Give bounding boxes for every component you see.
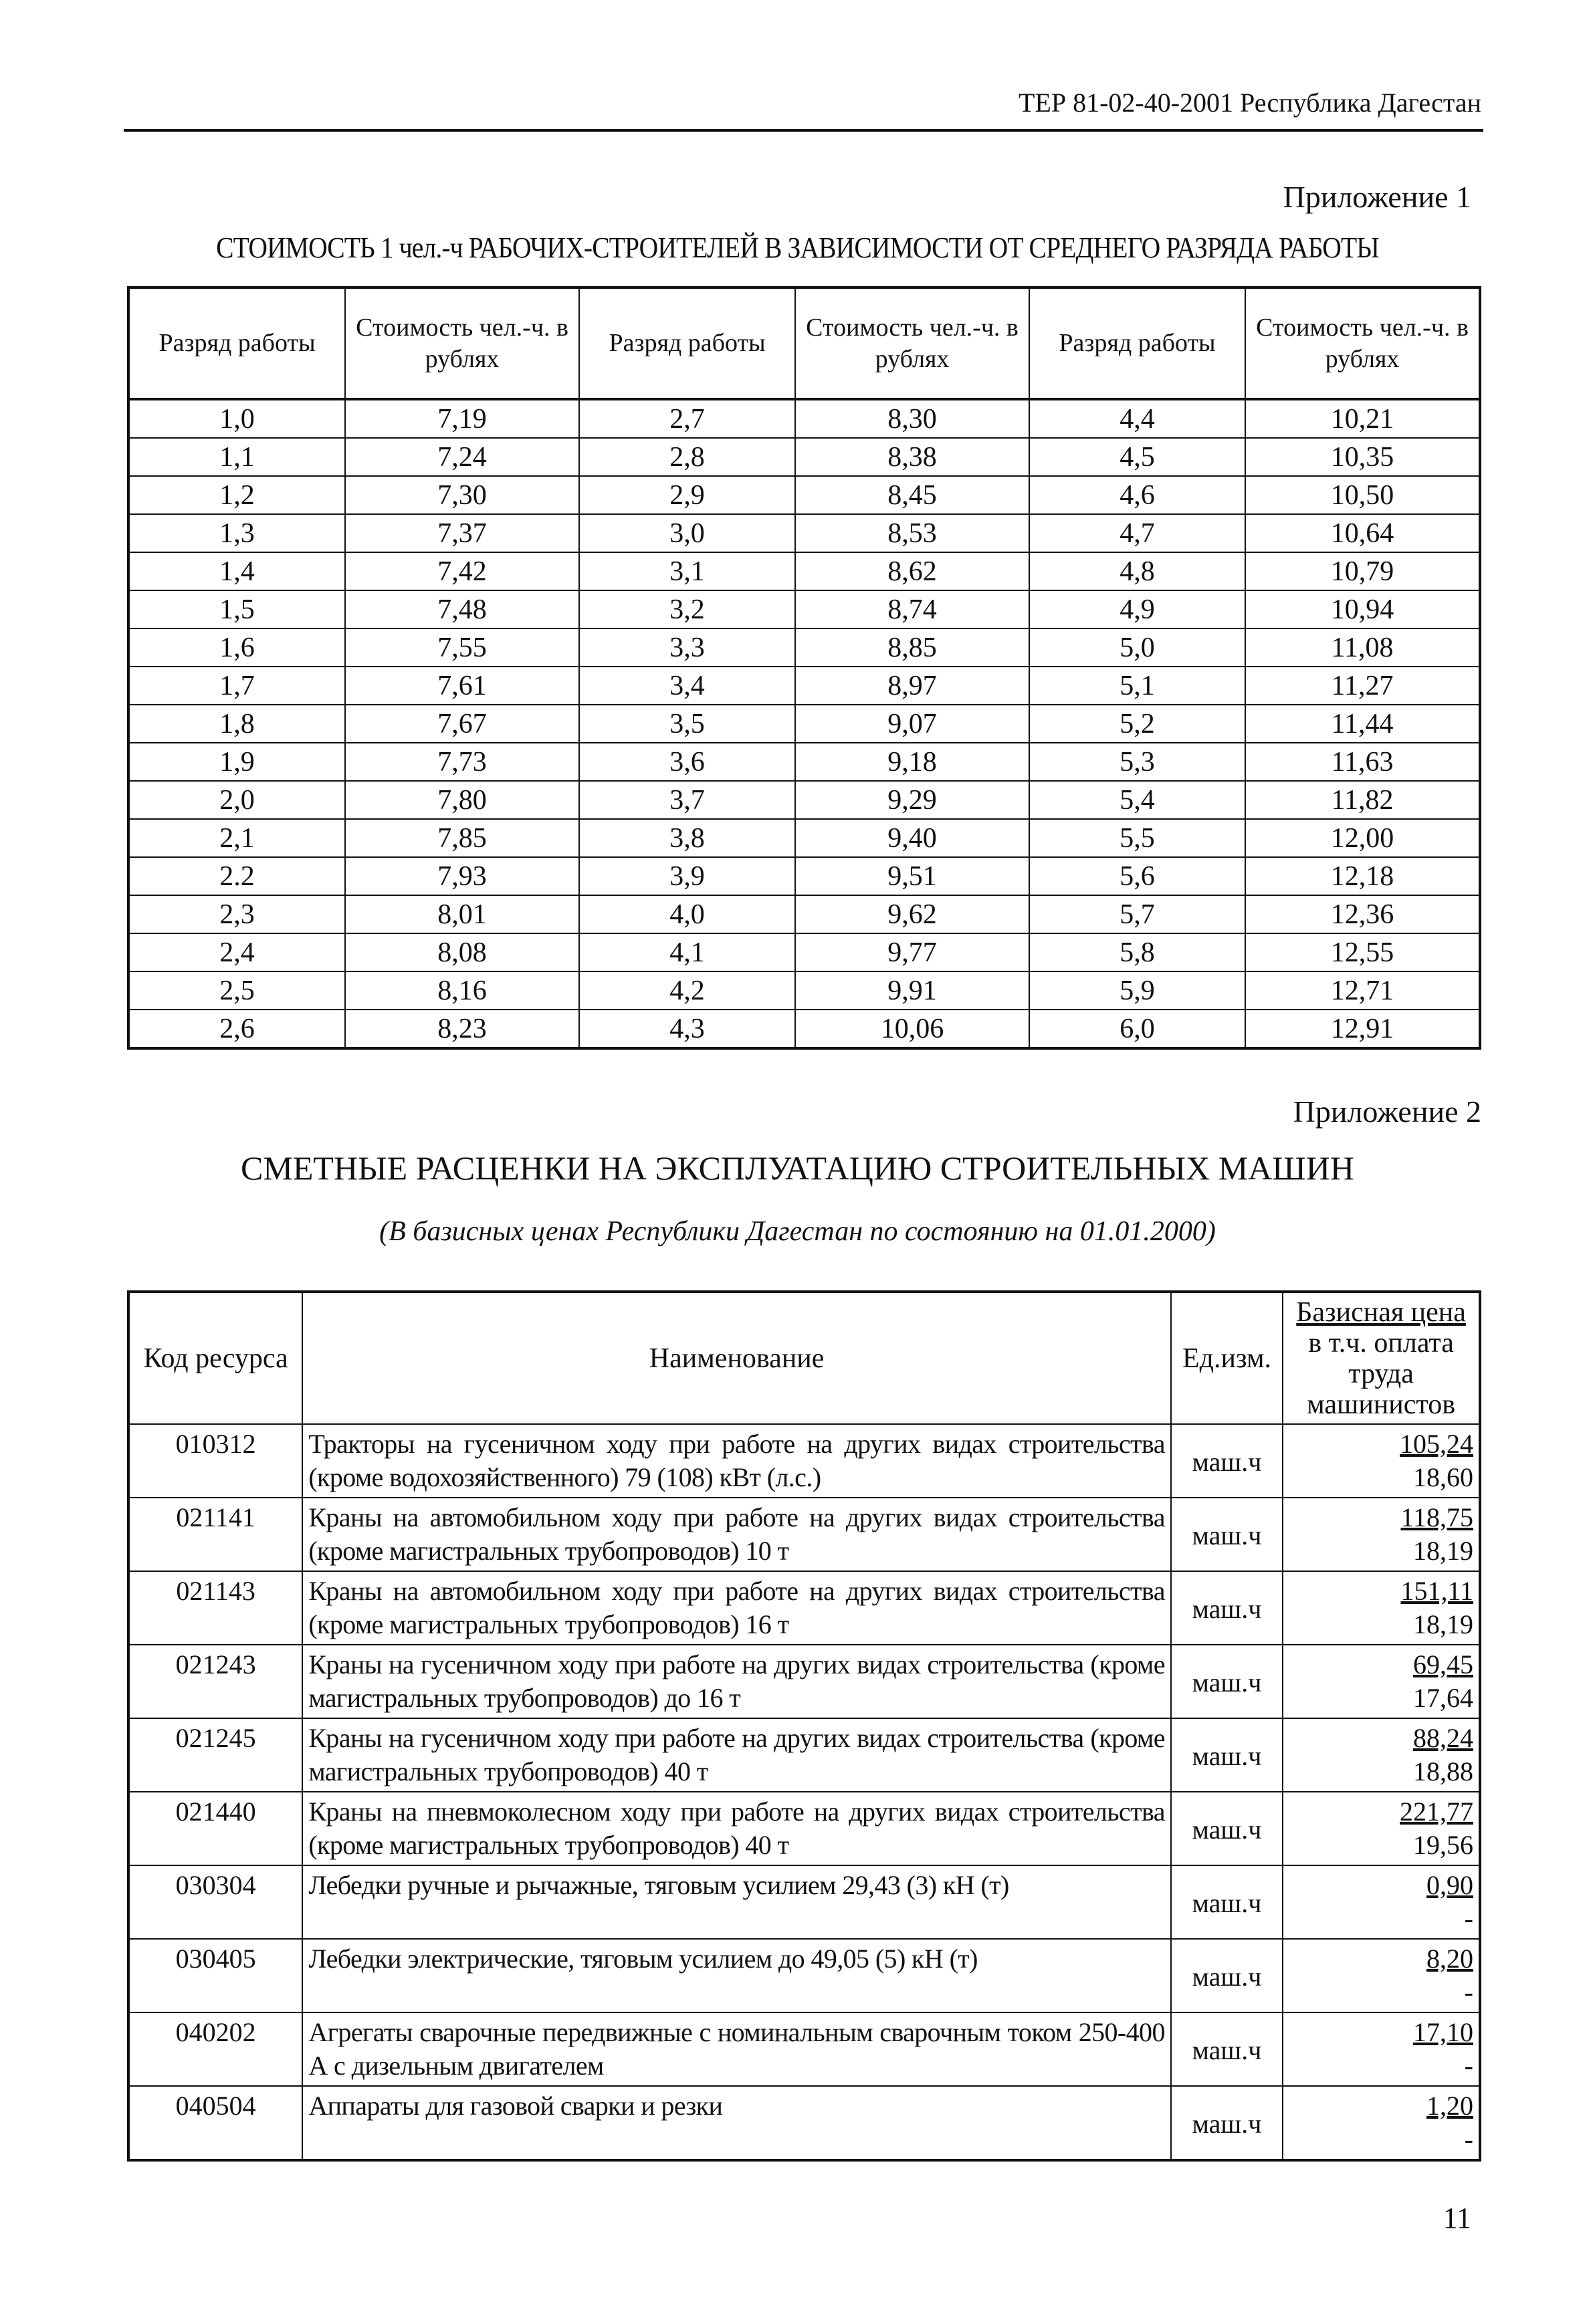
price-cell: [1283, 2012, 1480, 2086]
table-row: [128, 2086, 1480, 2160]
cost-cell: 10,21: [1245, 399, 1480, 438]
cost-cell: 7,42: [345, 552, 579, 590]
unit-cell: маш.ч: [1171, 1865, 1283, 1939]
resource-name-cell: Краны на пневмоколесном ходу при работе на других видах строительства (кроме магистральных трубопроводов) 40 т: [302, 1792, 1171, 1865]
rank-cell: 4,7: [1029, 514, 1245, 552]
table-row: [128, 743, 1480, 781]
rank-cell: 3,5: [579, 705, 795, 743]
labor-price-value: 18,60: [1413, 1462, 1473, 1492]
resource-code-cell: 030304: [128, 1865, 302, 1939]
rank-cell: 3,1: [579, 552, 795, 590]
rank-cell: 1,3: [128, 514, 345, 552]
rank-cell: 5,3: [1029, 743, 1245, 781]
price-cell: [1283, 1571, 1480, 1645]
resource-code-cell: 021243: [128, 1645, 302, 1718]
labor-price-header: в т.ч. оплата труда машинистов: [1307, 1327, 1456, 1420]
page-number: 11: [1443, 2202, 1471, 2234]
rank-cell: 2,7: [579, 399, 795, 438]
rank-header: Разряд работы: [579, 287, 795, 399]
cost-cell: 7,19: [345, 399, 579, 438]
price-cell: [1283, 1645, 1480, 1718]
price-cell: [1283, 1792, 1480, 1865]
table-row: [128, 1939, 1480, 2012]
base-price-value: 88,24: [1413, 1723, 1473, 1753]
table-row: [128, 895, 1480, 933]
rank-cell: 5,1: [1029, 667, 1245, 705]
rank-cell: 3,8: [579, 819, 795, 857]
cost-cell: 10,79: [1245, 552, 1480, 590]
unit-cell: маш.ч: [1171, 2012, 1283, 2086]
price-cell: [1283, 1939, 1480, 2012]
rank-cell: 4,6: [1029, 476, 1245, 514]
resource-name-cell: Тракторы на гусеничном ходу при работе на других видах строительства (кроме водохозяйственного) 79 (108) кВт (л.с.): [302, 1424, 1171, 1498]
appendix1-label: Приложение 1: [1283, 180, 1471, 214]
resource-code-cell: 021141: [128, 1498, 302, 1571]
resource-code-cell: 010312: [128, 1424, 302, 1498]
unit-cell: маш.ч: [1171, 1498, 1283, 1571]
labor-price-value: -: [1464, 2124, 1473, 2154]
resource-code-cell: 030405: [128, 1939, 302, 2012]
rank-cell: 1,1: [128, 438, 345, 476]
base-price-value: 221,77: [1400, 1796, 1473, 1827]
price-header: [1283, 1292, 1480, 1424]
labor-cost-table: [127, 286, 1481, 1050]
cost-cell: 9,62: [795, 895, 1029, 933]
cost-cell: 11,82: [1245, 781, 1480, 819]
resource-name-cell: Агрегаты сварочные передвижные с номинальным сварочным током 250-400 А с дизельным двигателем: [302, 2012, 1171, 2086]
cost-cell: 7,80: [345, 781, 579, 819]
document-code: ТЕР 81-02-40-2001 Республика Дагестан: [1018, 88, 1481, 118]
labor-price-value: -: [1464, 1977, 1473, 2007]
cost-cell: 8,01: [345, 895, 579, 933]
rank-cell: 5,4: [1029, 781, 1245, 819]
price-cell: [1283, 1865, 1480, 1939]
table-row: [128, 1645, 1480, 1718]
cost-cell: 9,07: [795, 705, 1029, 743]
rank-cell: 5,7: [1029, 895, 1245, 933]
rank-cell: 1,9: [128, 743, 345, 781]
table-row: [128, 781, 1480, 819]
name-header: Наименование: [302, 1292, 1171, 1424]
cost-header: Стоимость чел.-ч. в рублях: [345, 287, 579, 399]
rank-cell: 1,8: [128, 705, 345, 743]
cost-cell: 9,77: [795, 933, 1029, 971]
base-price-header: Базисная цена: [1296, 1296, 1466, 1328]
base-price-value: 17,10: [1413, 2017, 1473, 2047]
rank-header: Разряд работы: [1029, 287, 1245, 399]
resource-name-cell: Лебедки электрические, тяговым усилием до 49,05 (5) кН (т): [302, 1939, 1171, 2012]
resource-code-cell: 021245: [128, 1718, 302, 1792]
unit-cell: маш.ч: [1171, 1939, 1283, 2012]
rank-cell: 4,4: [1029, 399, 1245, 438]
code-header: Код ресурса: [128, 1292, 302, 1424]
cost-cell: 8,08: [345, 933, 579, 971]
rank-cell: 5,8: [1029, 933, 1245, 971]
resource-name-cell: Аппараты для газовой сварки и резки: [302, 2086, 1171, 2160]
table-row: [128, 819, 1480, 857]
rank-cell: 3,6: [579, 743, 795, 781]
resource-name-cell: Краны на автомобильном ходу при работе на других видах строительства (кроме магистральных трубопроводов) 10 т: [302, 1498, 1171, 1571]
table-row: [128, 1571, 1480, 1645]
table-row: [128, 1792, 1480, 1865]
rank-cell: 5,5: [1029, 819, 1245, 857]
cost-cell: 11,08: [1245, 628, 1480, 667]
price-cell: [1283, 1424, 1480, 1498]
labor-price-value: 18,88: [1413, 1756, 1473, 1786]
machine-rates-body: [128, 1424, 1480, 2160]
rank-cell: 1,0: [128, 399, 345, 438]
table-row: [128, 1498, 1480, 1571]
cost-cell: 12,18: [1245, 857, 1480, 895]
rank-cell: 3,0: [579, 514, 795, 552]
resource-code-cell: 040202: [128, 2012, 302, 2086]
cost-cell: 7,24: [345, 438, 579, 476]
unit-cell: маш.ч: [1171, 1571, 1283, 1645]
resource-code-cell: 021143: [128, 1571, 302, 1645]
rank-cell: 3,2: [579, 590, 795, 628]
rank-cell: 2,9: [579, 476, 795, 514]
cost-cell: 8,85: [795, 628, 1029, 667]
cost-cell: 12,36: [1245, 895, 1480, 933]
rank-cell: 1,5: [128, 590, 345, 628]
cost-cell: 7,73: [345, 743, 579, 781]
cost-cell: 8,30: [795, 399, 1029, 438]
cost-cell: 9,18: [795, 743, 1029, 781]
cost-cell: 8,53: [795, 514, 1029, 552]
appendix2-subtitle: (В базисных ценах Республики Дагестан по состоянию на 01.01.2000): [379, 1216, 1216, 1247]
labor-price-value: 19,56: [1413, 1830, 1473, 1860]
labor-price-value: -: [1464, 2051, 1473, 2081]
rank-cell: 2,8: [579, 438, 795, 476]
cost-header: Стоимость чел.-ч. в рублях: [795, 287, 1029, 399]
rank-header: Разряд работы: [128, 287, 345, 399]
base-price-value: 105,24: [1400, 1429, 1473, 1459]
rank-cell: 3,3: [579, 628, 795, 667]
unit-cell: маш.ч: [1171, 2086, 1283, 2160]
labor-cost-body: [128, 399, 1480, 1048]
appendix2-label: Приложение 2: [1293, 1094, 1481, 1129]
labor-price-value: 18,19: [1413, 1536, 1473, 1566]
table-row: [128, 438, 1480, 476]
table-row: [128, 933, 1480, 971]
unit-header: Ед.изм.: [1171, 1292, 1283, 1424]
table-row: [128, 552, 1480, 590]
rank-cell: 2,1: [128, 819, 345, 857]
cost-cell: 8,62: [795, 552, 1029, 590]
resource-code-cell: 021440: [128, 1792, 302, 1865]
cost-cell: 8,23: [345, 1010, 579, 1048]
appendix2-title: СМЕТНЫЕ РАСЦЕНКИ НА ЭКСПЛУАТАЦИЮ СТРОИТЕЛЬНЫХ МАШИН: [241, 1149, 1354, 1187]
table-row: [128, 514, 1480, 552]
cost-cell: 7,85: [345, 819, 579, 857]
base-price-value: 8,20: [1426, 1944, 1473, 1974]
rank-cell: 5,0: [1029, 628, 1245, 667]
labor-price-value: 17,64: [1413, 1683, 1473, 1713]
cost-cell: 12,91: [1245, 1010, 1480, 1048]
rank-cell: 1,7: [128, 667, 345, 705]
table-row: [128, 1718, 1480, 1792]
cost-cell: 7,93: [345, 857, 579, 895]
rank-cell: 6,0: [1029, 1010, 1245, 1048]
table-row: [128, 667, 1480, 705]
cost-cell: 8,97: [795, 667, 1029, 705]
rank-cell: 4,5: [1029, 438, 1245, 476]
table-row: [128, 628, 1480, 667]
cost-cell: 11,63: [1245, 743, 1480, 781]
cost-cell: 7,61: [345, 667, 579, 705]
rank-cell: 2,3: [128, 895, 345, 933]
resource-name-cell: Краны на гусеничном ходу при работе на других видах строительства (кроме магистральных трубопроводов) 40 т: [302, 1718, 1171, 1792]
rank-cell: 1,6: [128, 628, 345, 667]
rank-cell: 5,2: [1029, 705, 1245, 743]
cost-cell: 7,48: [345, 590, 579, 628]
price-cell: [1283, 1498, 1480, 1571]
table-row: [128, 705, 1480, 743]
rank-cell: 2,4: [128, 933, 345, 971]
machine-rates-header-row: [128, 1292, 1480, 1424]
resource-name-cell: Краны на автомобильном ходу при работе на других видах строительства (кроме магистральных трубопроводов) 16 т: [302, 1571, 1171, 1645]
base-price-value: 1,20: [1426, 2091, 1473, 2121]
rank-cell: 2.2: [128, 857, 345, 895]
table-row: [128, 971, 1480, 1010]
rank-cell: 1,4: [128, 552, 345, 590]
rank-cell: 3,4: [579, 667, 795, 705]
appendix1-title: СТОИМОСТЬ 1 чел.-ч РАБОЧИХ-СТРОИТЕЛЕЙ В ЗАВИСИМОСТИ ОТ СРЕДНЕГО РАЗРЯДА РАБОТЫ: [216, 231, 1379, 264]
cost-cell: 8,45: [795, 476, 1029, 514]
rank-cell: 2,5: [128, 971, 345, 1010]
labor-price-value: -: [1464, 1903, 1473, 1934]
unit-cell: маш.ч: [1171, 1645, 1283, 1718]
cost-cell: 10,94: [1245, 590, 1480, 628]
cost-cell: 8,38: [795, 438, 1029, 476]
table-row: [128, 2012, 1480, 2086]
header-rule: [124, 129, 1483, 132]
cost-cell: 9,29: [795, 781, 1029, 819]
rank-cell: 5,6: [1029, 857, 1245, 895]
rank-cell: 4,1: [579, 933, 795, 971]
cost-cell: 12,55: [1245, 933, 1480, 971]
cost-cell: 11,44: [1245, 705, 1480, 743]
rank-cell: 4,8: [1029, 552, 1245, 590]
price-cell: [1283, 1718, 1480, 1792]
cost-cell: 7,67: [345, 705, 579, 743]
table-row: [128, 476, 1480, 514]
resource-name-cell: Лебедки ручные и рычажные, тяговым усилием 29,43 (3) кН (т): [302, 1865, 1171, 1939]
rank-cell: 1,2: [128, 476, 345, 514]
resource-name-cell: Краны на гусеничном ходу при работе на других видах строительства (кроме магистральных трубопроводов) до 16 т: [302, 1645, 1171, 1718]
cost-cell: 7,30: [345, 476, 579, 514]
rank-cell: 3,9: [579, 857, 795, 895]
cost-cell: 7,37: [345, 514, 579, 552]
cost-cell: 9,51: [795, 857, 1029, 895]
table-row: [128, 857, 1480, 895]
unit-cell: маш.ч: [1171, 1718, 1283, 1792]
cost-cell: 10,64: [1245, 514, 1480, 552]
labor-cost-header-row: [128, 287, 1480, 399]
table-row: [128, 1865, 1480, 1939]
table-row: [128, 399, 1480, 438]
cost-cell: 12,71: [1245, 971, 1480, 1010]
cost-cell: 9,40: [795, 819, 1029, 857]
price-cell: [1283, 2086, 1480, 2160]
rank-cell: 4,9: [1029, 590, 1245, 628]
machine-rates-table: [127, 1290, 1481, 2162]
base-price-value: 151,11: [1400, 1576, 1473, 1606]
table-row: [128, 590, 1480, 628]
base-price-value: 69,45: [1413, 1649, 1473, 1679]
unit-cell: маш.ч: [1171, 1424, 1283, 1498]
cost-cell: 10,35: [1245, 438, 1480, 476]
base-price-value: 0,90: [1426, 1870, 1473, 1900]
cost-cell: 10,06: [795, 1010, 1029, 1048]
rank-cell: 2,0: [128, 781, 345, 819]
rank-cell: 4,3: [579, 1010, 795, 1048]
rank-cell: 4,2: [579, 971, 795, 1010]
rank-cell: 4,0: [579, 895, 795, 933]
table-row: [128, 1424, 1480, 1498]
cost-cell: 9,91: [795, 971, 1029, 1010]
cost-header: Стоимость чел.-ч. в рублях: [1245, 287, 1480, 399]
rank-cell: 3,7: [579, 781, 795, 819]
table-row: [128, 1010, 1480, 1048]
rank-cell: 5,9: [1029, 971, 1245, 1010]
unit-cell: маш.ч: [1171, 1792, 1283, 1865]
rank-cell: 2,6: [128, 1010, 345, 1048]
labor-price-value: 18,19: [1413, 1609, 1473, 1639]
base-price-value: 118,75: [1400, 1502, 1473, 1532]
cost-cell: 7,55: [345, 628, 579, 667]
cost-cell: 11,27: [1245, 667, 1480, 705]
cost-cell: 12,00: [1245, 819, 1480, 857]
cost-cell: 8,74: [795, 590, 1029, 628]
resource-code-cell: 040504: [128, 2086, 302, 2160]
cost-cell: 10,50: [1245, 476, 1480, 514]
cost-cell: 8,16: [345, 971, 579, 1010]
